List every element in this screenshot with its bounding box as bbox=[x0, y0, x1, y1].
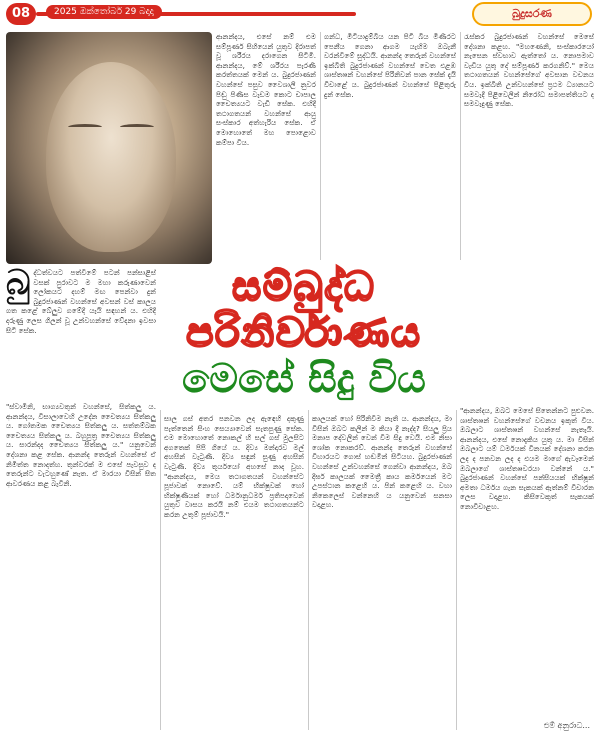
buddha-face bbox=[46, 62, 176, 252]
article-text: රැස්කර බුදුරජාණන් වහන්සේ මෙසේ දේශනා කළහ. "මහණෙනි, සංස්කාරයෝ නැසෙන ස්වභාව ඇත්තෝ ය. නොපමාව වැඩිය යුතු දේ සම්පූර්ණ කරගනිව්." මෙය තථාගතයන් වහන්සේගේ අවසාන වචනය විය. ඉක්බිති උන්වහන්සේ ප්‍රථම ධ්‍යානයට සමවැදී පිළිවෙලින් නිරෝධ සමාපත්තියට ද සමවැදුණු සේක. bbox=[464, 32, 594, 109]
article-column-top-3 bbox=[464, 32, 594, 402]
headline-line-1: සම්බුද්ධ bbox=[232, 263, 376, 310]
intro-paragraph bbox=[6, 268, 156, 398]
article-text: කාලයක් හෝ පිරිනිවීම නැති ය. ආනන්දය, මා විසින් ඔබට කලින් ම කියා දී නැද්ද? සියලු ප්‍රිය මනාප දේවලින් වෙන් වීම සිදු වෙයි. එම නිසා ශෝක නොකරව්. ආනන්ද තෙරුන් වහන්සේ විහාරයට ගොස් හඬමින් සිටියහ. බුදුරජාණන් වහන්සේ උන්වහන්සේ ගෙන්වා ආනන්දය, ඔබ දීර්ඝ කාලයක් මෛත්‍රී කාය කර්මයෙන් මට උපස්ථාන කළෙහි ය. පින් කළෙහි ය. වහා නිකෙලෙස් වන්නෙහි ය යනුවෙන් සනසා වදාළහ. bbox=[312, 414, 452, 510]
column-divider bbox=[160, 410, 161, 730]
buddha-eye-right bbox=[120, 124, 154, 130]
buddha-image bbox=[6, 32, 212, 264]
buddha-eye-left bbox=[68, 124, 102, 130]
article-text: ආනන්දය, එසේ නම් එම සම්පූර්ණ සිහියෙන් යුතුව දිරාපත් වූ ශරීරය දරාගෙන සිටිමි. ආනන්දය, මේ ශරීරය පැරණි කරත්තයක් මෙන් ය. බුදුරජාණන් වහන්සේ පසුව වෛශාලි නුවර පිඬු පිණිස වැඩම කොට චාපාල චෛත්‍යයට වැඩි සේක. එහිදී තථාගතයන් වහන්සේ ආයු සංස්කාර අත්හැරිය සේක. ඒ මොහොතේ මහ පොළොව කම්පා විය. bbox=[216, 32, 316, 147]
article-column-2 bbox=[164, 414, 304, 730]
byline: එම් අනුරාධ... bbox=[543, 721, 590, 730]
article-column-1 bbox=[6, 402, 156, 728]
dropcap: බු bbox=[6, 268, 31, 303]
column-divider bbox=[456, 410, 457, 730]
intro-text: ද්ධත්වයට පත්වීමේ පටන් පන්සාළිස් වසක් පුරාවට ම මහා කරුණාවෙන් ලෝකයට දහම් මඟ පෙන්වා දුන් බුදුරජාණන් වහන්සේ අවසන් වස් කාලය ගත කළේ බේලුව ගමේදී යැයි සඳහන් ය. එහිදී දරුණු ලෙස ගිලන් වූ උන්වහන්සේ වේදනා ඉවසා සිටි සේක. bbox=[6, 268, 156, 335]
column-divider bbox=[460, 32, 461, 260]
article-text: ගන්ධ, මිටියාදුම්බිය යන පිටි බිය මිණීරට පෙනීය ගෙනා ආගම යැහිම ඔබැනී වරන්වීමේ සුද්ධයි. ආනන්ද තෙරුන් වහන්සේ ඉක්බිති බුදුරජාණන් වහන්සේ වෙත එළඹ ශාස්තෲන් වහන්සේ පිරිනිවන් පාන සේක් දැයි විචාළේ ය. බුදුරජාණන් වහන්සේ පිළිතුරු දුන් සේක. bbox=[324, 32, 456, 99]
brand-logo: බුදුසරණ bbox=[472, 2, 592, 26]
article-text: "ආනන්දය, ඔබට මෙසේ සිතෙන්නට පුළුවන. ශාස්තෲන් වහන්සේගේ වචනය ඉකුත් විය. ඔබලාට ශාස්තෲන් වහන්සේ නැතැයි. ආනන්දය, එසේ නොදැකිය යුතු ය. මා විසින් ඔබලාට යම් ධර්මයක් විනයක් දේශනා කරන ලද ද පනවන ලද ද එයම මාගේ ඇවෑමෙන් ඔබලාගේ ශාස්තෲවරයා වන්නේ ය." බුදුරජාණන් වහන්සේ පන්සියයක් භික්ෂූන් අමතා ධර්මය ගැන සැකයක් ඇත්නම් විචාරන ලෙස වදාළහ. කිසිවෙකුත් සැකයක් නොවිචාළහ. bbox=[460, 406, 594, 511]
column-divider bbox=[308, 410, 309, 730]
article-text: සාල ගස් අතර පනවන ලද ඇඳෙහි දකුණු පැත්තෙන් සිංහ සෙය්‍යාවෙන් සැතපුණු සේක. එම මොහොතේ නොකල් හි සල් ගස් මුලසිට අගතෙක් පිපී ගියේ ය. දිව්‍ය මන්දාරව මල් අහසින් වැටුණි. දිව්‍ය සඳුන් සුණු අහසින් වැටුණි. දිව්‍ය තූර්යයෝ අහසේ නාද වූහ. "ආනන්දය, මෙය තථාගතයන් වහන්සේට පූජාවක් නොවේ. යම් භික්ෂුවක් හෝ භික්ෂුණියක් හෝ ධර්මානුධර්ම ප්‍රතිපදාවෙන් යුතුව වාසය කරයි නම් එයම තථාගතයන්ට කරන උතුම් පූජාවයි." bbox=[164, 414, 304, 519]
headline-line-3: මෙසේ සිදු විය bbox=[182, 355, 426, 402]
article-text: "ස්වාමීනි, භාග්‍යවතුන් වහන්සේ, සිත්කලු ය. ආනන්දය, විසාලාවෙහි උදේන චෛත්‍යය සිත්කලු ය. ගෝතමක චෛත්‍යය සිත්කලු ය. සත්තම්බක චෛත්‍යය සිත්කලු ය. බහුපුත්‍ර චෛත්‍යය සිත්කලු ය. සාරන්දද චෛත්‍යය සිත්කලු ය." යනුවෙන් දේශනා කළ සේක. ආනන්ද තෙරුන් වහන්සේ ඒ නිමිත්ත නොදත්හ. තුන්වරක් ම එසේ පැවසුව ද තෙරුන්ට වැටහුණේ නැත. ඒ මාරයා විසින් සිත ආවරණය කළ බැවිනි. bbox=[6, 402, 156, 488]
issue-date: 2025 ඔක්තෝබර් 29 බදාදා bbox=[46, 5, 162, 19]
article-column-3 bbox=[312, 414, 452, 730]
page-number: 08 bbox=[6, 3, 36, 25]
headline-line-2: පරිනිර්වාණය bbox=[186, 309, 422, 356]
article-column-top-1 bbox=[216, 32, 316, 260]
article-column-4 bbox=[460, 406, 594, 716]
column-divider bbox=[320, 32, 321, 260]
headline bbox=[162, 264, 446, 412]
page-header bbox=[0, 0, 600, 28]
article-column-top-2 bbox=[324, 32, 456, 260]
